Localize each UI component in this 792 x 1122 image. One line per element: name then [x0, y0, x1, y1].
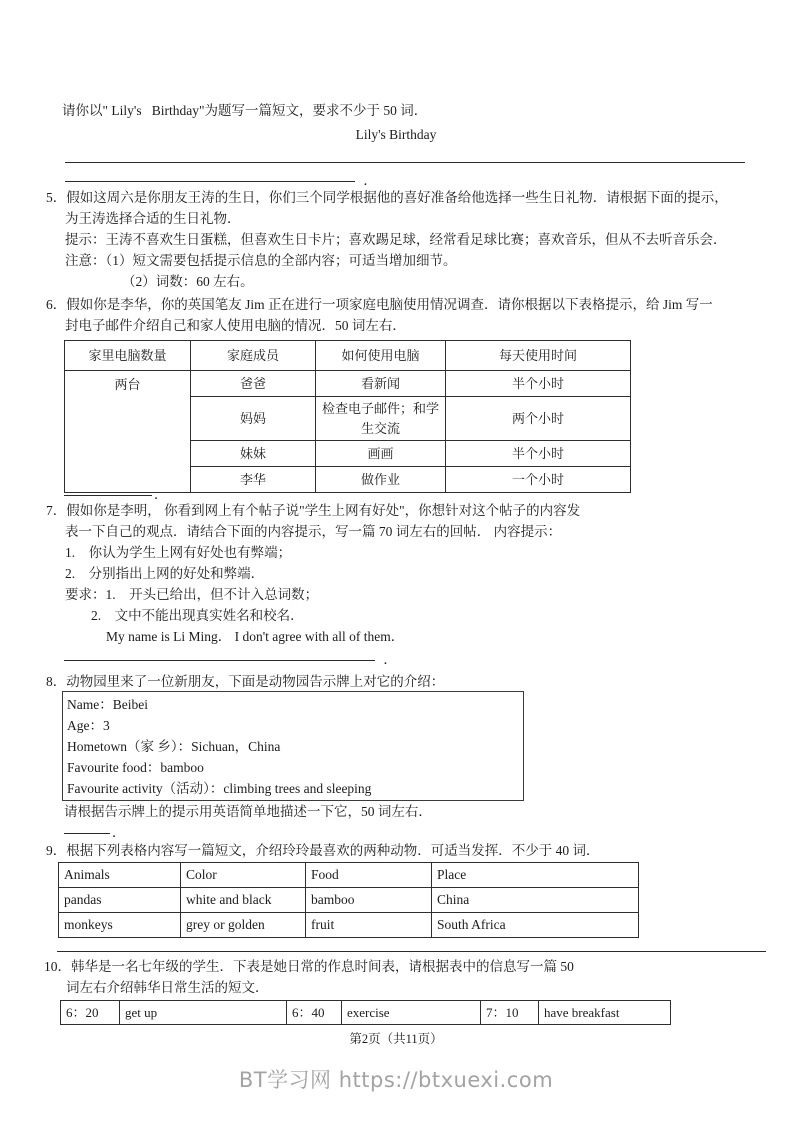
question-line: 要求：1. 开头已给出，但不计入总词数；	[65, 587, 319, 602]
question-line: 提示：王涛不喜欢生日蛋糕，但喜欢生日卡片；喜欢踢足球，经常看足球比赛；喜欢音乐，但从不去听音乐会．	[65, 232, 727, 247]
table-cell: 半个小时	[446, 371, 631, 397]
table-cell: 检查电子邮件；和学生交流	[316, 397, 446, 441]
answer-line	[64, 660, 375, 661]
question-text: 假如这周六是你朋友王涛的生日，你们三个同学根据他的喜好准备给他选择一些生日礼物．请根据下面的提示，	[66, 190, 728, 205]
table-cell: 6：40	[287, 1001, 342, 1025]
question-5	[46, 187, 781, 292]
question-line: 注意：（1）短文需要包括提示信息的全部内容；可适当增加细节。	[65, 253, 457, 268]
table-cell: South Africa	[432, 913, 639, 938]
sign-line: Favourite food：bamboo	[67, 760, 204, 775]
table-cell: 两个小时	[446, 397, 631, 441]
table-cell: 妹妹	[191, 441, 316, 467]
question-line	[44, 956, 784, 977]
table-header-cell: 家庭成员	[191, 341, 316, 371]
sign-line: Name：Beibei	[67, 697, 148, 712]
table-row	[65, 371, 631, 397]
line-period: ．	[112, 825, 126, 840]
table-cell: fruit	[306, 913, 432, 938]
question-number: 5．	[46, 190, 67, 205]
table-row	[59, 888, 639, 913]
question-number: 7．	[46, 503, 67, 518]
table-cell: 7：10	[481, 1001, 539, 1025]
table-cell: pandas	[59, 888, 181, 913]
answer-line	[65, 162, 745, 163]
table-cell: have breakfast	[539, 1001, 671, 1025]
table-cell: 爸爸	[191, 371, 316, 397]
table-header-cell: Place	[432, 863, 639, 888]
question-line: （2）词数：60 左右。	[122, 274, 254, 289]
table-cell: monkeys	[59, 913, 181, 938]
question-line: 为王涛选择合适的生日礼物．	[65, 211, 241, 226]
question-7	[46, 500, 781, 647]
intro-text: 请你以" Lily's Birthday"为题写一篇短文，要求不少于 50 词．	[62, 103, 428, 118]
question-line	[46, 187, 781, 208]
sign-line: Age：3	[67, 718, 110, 733]
question-line: 请根据告示牌上的提示用英语简单地描述一下它，50 词左右．	[64, 804, 432, 819]
sign-line: Favourite activity（活动）：climbing trees and sleeping	[67, 781, 372, 796]
question-line: 词左右介绍韩华日常生活的短文．	[66, 980, 269, 995]
table-row	[61, 1001, 671, 1025]
answer-line	[64, 833, 110, 834]
table-cell: 李华	[191, 467, 316, 493]
answer-line	[57, 951, 766, 952]
table-cell: 6：20	[61, 1001, 120, 1025]
answer-line	[65, 181, 355, 182]
question-line: 封电子邮件介绍自己和家人使用电脑的情况．50 词左右．	[65, 318, 406, 333]
table-row	[59, 913, 639, 938]
table-cell: white and black	[181, 888, 306, 913]
question-text: 韩华是一名七年级的学生．下表是她日常的作息时间表，请根据表中的信息写一篇 50	[71, 959, 574, 974]
question-number: 9．	[46, 843, 67, 858]
table-cell: bamboo	[306, 888, 432, 913]
question-9	[46, 840, 781, 861]
schedule-table	[60, 1000, 671, 1025]
table-header-cell: 每天使用时间	[446, 341, 631, 371]
essay-opening: My name is Li Ming． I don't agree with all of them．	[106, 629, 405, 644]
watermark: BT学习网 https://btxuexi.com	[238, 1068, 554, 1092]
essay-title: Lily's Birthday	[355, 127, 437, 142]
question-line: 2. 文中不能出现真实姓名和校名．	[91, 608, 304, 623]
question-text: 动物园里来了一位新朋友，下面是动物园告示牌上对它的介绍：	[66, 674, 445, 689]
table-cell: 看新闻	[316, 371, 446, 397]
line-period: ．	[360, 173, 377, 188]
table-cell: 一个小时	[446, 467, 631, 493]
question-text: 根据下列表格内容写一篇短文，介绍玲玲最喜欢的两种动物．可适当发挥．不少于 40 词．	[66, 843, 600, 858]
computer-usage-table	[64, 340, 631, 493]
table-header-row	[65, 341, 631, 371]
question-line	[46, 500, 781, 521]
question-line: 表一下自己的观点．请结合下面的内容提示，写一篇 70 词左右的回帖． 内容提示：	[65, 524, 562, 539]
question-line	[46, 840, 781, 861]
table-cell: 画画	[316, 441, 446, 467]
table-cell: 半个小时	[446, 441, 631, 467]
table-header-cell: 如何使用电脑	[316, 341, 446, 371]
question-line	[46, 294, 781, 315]
question-number: 6．	[46, 297, 67, 312]
question-number: 10．	[44, 959, 71, 974]
table-cell: exercise	[342, 1001, 481, 1025]
question-line: 1. 你认为学生上网有好处也有弊端；	[65, 545, 292, 560]
question-number: 8．	[46, 674, 67, 689]
table-cell: China	[432, 888, 639, 913]
table-cell: 妈妈	[191, 397, 316, 441]
question-8	[46, 671, 781, 692]
animal-sign-box	[62, 691, 524, 801]
question-text: 假如你是李明， 你看到网上有个帖子说"学生上网有好处"，你想针对这个帖子的内容发	[66, 503, 581, 518]
page-number: 第2页（共11页）	[349, 1032, 443, 1046]
table-cell: 两台	[65, 371, 191, 493]
table-cell: 做作业	[316, 467, 446, 493]
table-header-cell: Food	[306, 863, 432, 888]
question-6	[46, 294, 781, 336]
table-cell: grey or golden	[181, 913, 306, 938]
question-line: 2. 分别指出上网的好处和弊端．	[65, 566, 265, 581]
answer-line	[64, 495, 152, 496]
animals-table	[58, 862, 639, 938]
sign-line: Hometown（家 乡）：Sichuan，China	[67, 739, 281, 754]
question-10	[44, 956, 784, 998]
question-line	[46, 671, 781, 692]
table-header-cell: 家里电脑数量	[65, 341, 191, 371]
question-text: 假如你是李华，你的英国笔友 Jim 正在进行一项家庭电脑使用情况调查．请你根据以下表格提示，给 Jim 写一	[66, 297, 713, 312]
table-cell: get up	[120, 1001, 287, 1025]
line-period: ．	[154, 487, 168, 502]
line-period: ．	[380, 652, 397, 667]
table-header-cell: Animals	[59, 863, 181, 888]
table-header-row	[59, 863, 639, 888]
table-header-cell: Color	[181, 863, 306, 888]
